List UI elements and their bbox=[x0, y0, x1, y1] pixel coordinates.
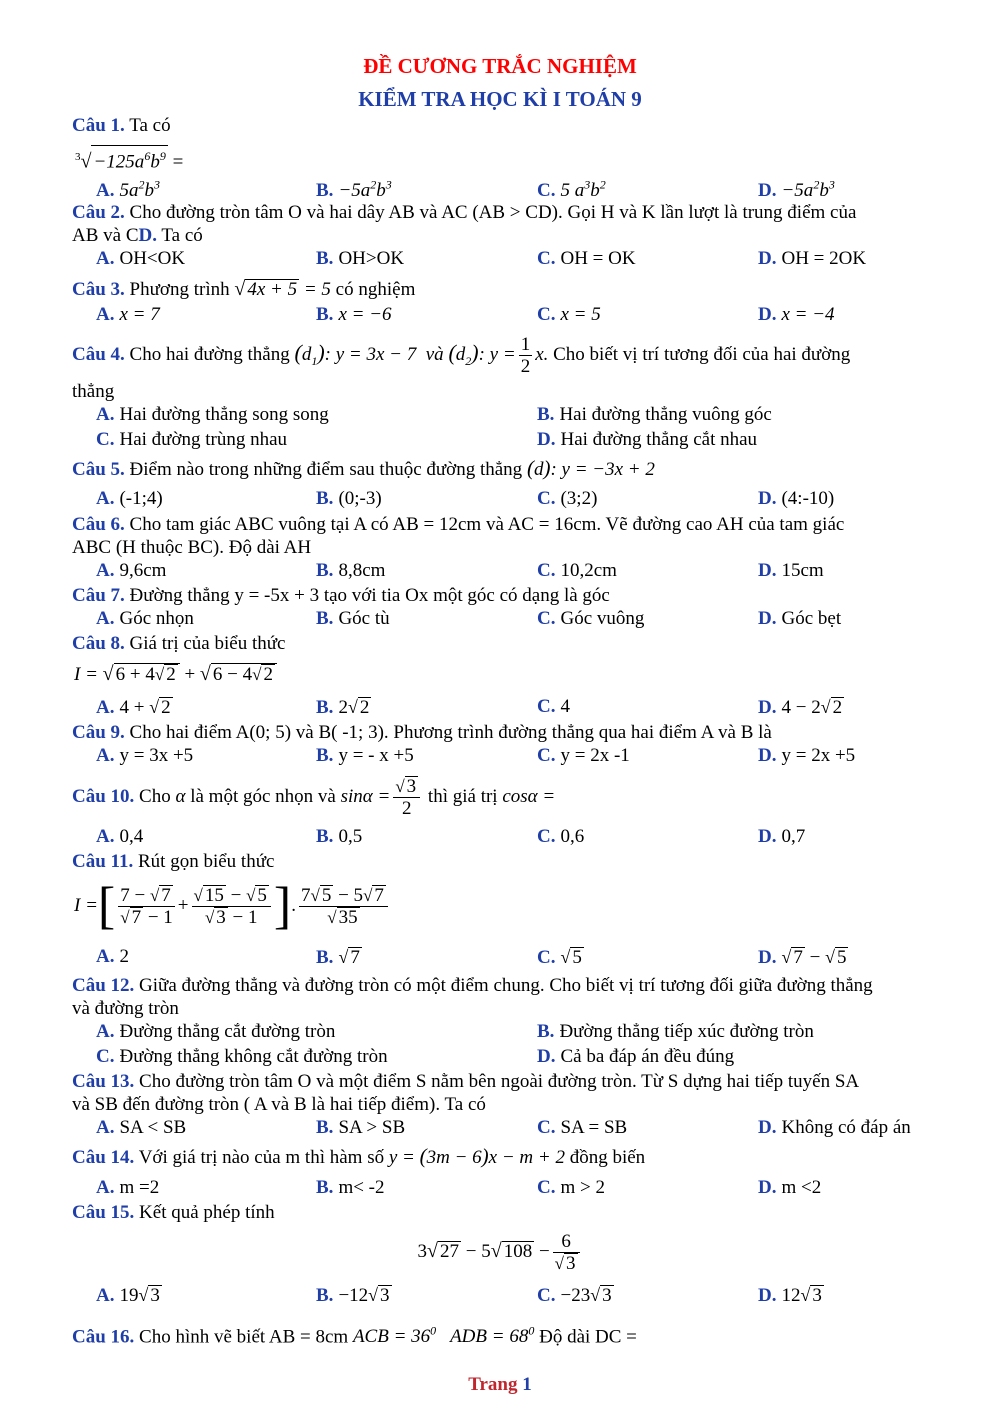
option-b[interactable]: B. √ 7 bbox=[316, 947, 360, 968]
option-b[interactable]: B. 8,8cm bbox=[316, 560, 386, 581]
option-d[interactable]: D. √ 7 − √ 5 bbox=[758, 947, 847, 968]
option-b[interactable]: B. (0;-3) bbox=[316, 488, 382, 509]
question-11: Câu 11. Rút gọn biểu thức bbox=[72, 851, 275, 872]
option-a[interactable]: A. 9,6cm bbox=[96, 560, 167, 581]
option-c[interactable]: C. (3;2) bbox=[537, 488, 598, 509]
question-3: Câu 3. Phương trình √ 4x + 5 = 5 có nghiệm bbox=[72, 278, 416, 300]
question-15: Câu 15. Kết quả phép tính bbox=[72, 1202, 275, 1223]
option-d[interactable]: D. Cả ba đáp án đều đúng bbox=[537, 1046, 735, 1067]
question-15-expression: 3√ 27 − 5√ 108 − $\frac{6}{√ 3}$ bbox=[0, 1222, 1000, 1281]
footer-label: Trang bbox=[468, 1374, 518, 1395]
option-a[interactable]: A. Góc nhọn bbox=[96, 608, 194, 629]
option-b[interactable]: B. OH>OK bbox=[316, 248, 405, 269]
option-d[interactable]: D. Góc bẹt bbox=[758, 608, 842, 629]
page-number: 1 bbox=[522, 1374, 532, 1395]
option-b[interactable]: B. $-5a^2b^3$ bbox=[316, 178, 392, 202]
option-d[interactable]: D. OH = 2OK bbox=[758, 248, 867, 269]
option-a[interactable]: A. 4 + √ 2 bbox=[96, 697, 171, 718]
document-subtitle: KIỂM TRA HỌC KÌ I TOÁN 9 bbox=[358, 87, 642, 111]
question-12: Câu 12. Giữa đường thẳng và đường tròn có một điểm chung. Cho biết vị trí tương đối giữa đường thẳng bbox=[72, 975, 873, 996]
question-11-expression: I =[ $\frac{7 - √ 7}{√ 7 - 1}$ + $\frac{√ 15 - √ 5}{√ 3 - 1}$ ]. $\frac{7√ 5 - 5√ 7}{√ 35}$ bbox=[74, 878, 391, 934]
question-6: Câu 6. Cho tam giác ABC vuông tại A có AB = 12cm và AC = 16cm. Vẽ đường cao AH của tam giác bbox=[72, 514, 845, 535]
option-c[interactable]: C. y = 2x -1 bbox=[537, 745, 630, 766]
option-c[interactable]: C. 0,6 bbox=[537, 826, 585, 847]
option-a[interactable]: A. (-1;4) bbox=[96, 488, 163, 509]
option-a[interactable]: A. m =2 bbox=[96, 1177, 160, 1198]
option-a[interactable]: A. 2 bbox=[96, 946, 129, 967]
question-number: Câu 1. bbox=[72, 115, 125, 136]
option-a[interactable]: A. Đường thẳng cắt đường tròn bbox=[96, 1021, 336, 1042]
option-c[interactable]: C. SA = SB bbox=[537, 1117, 628, 1138]
option-c[interactable]: C. OH = OK bbox=[537, 248, 636, 269]
option-b[interactable]: B. x = −6 bbox=[316, 304, 392, 325]
option-d[interactable]: D. (4:-10) bbox=[758, 488, 835, 509]
question-16: Câu 16. Cho hình vẽ biết AB = 8cm ACB = $36^0$ ADB = $68^0$ Độ dài DC = bbox=[72, 1324, 637, 1348]
option-c[interactable]: C. Góc vuông bbox=[537, 608, 645, 629]
question-14: Câu 14. Với giá trị nào của m thì hàm số y = (3m − 6)x − m + 2 đồng biến bbox=[72, 1144, 646, 1168]
option-c[interactable]: C. 10,2cm bbox=[537, 560, 617, 581]
question-2-cont: AB và CD. Ta có bbox=[72, 225, 203, 246]
option-b[interactable]: B. y = - x +5 bbox=[316, 745, 414, 766]
option-b[interactable]: B. SA > SB bbox=[316, 1117, 406, 1138]
option-b[interactable]: B. −12√ 3 bbox=[316, 1285, 390, 1306]
question-2: Câu 2. Cho đường tròn tâm O và hai dây AB và AC (AB > CD). Gọi H và K lần lượt là trung điểm của bbox=[72, 202, 857, 223]
option-d[interactable]: D. 0,7 bbox=[758, 826, 806, 847]
option-d[interactable]: D. 12√ 3 bbox=[758, 1285, 822, 1306]
option-c[interactable]: C. m > 2 bbox=[537, 1177, 605, 1198]
option-d[interactable]: D. $-5a^2b^3$ bbox=[758, 178, 835, 202]
option-b[interactable]: B. 0,5 bbox=[316, 826, 363, 847]
page-footer bbox=[0, 1374, 1000, 1396]
option-a[interactable]: A. 19√ 3 bbox=[96, 1285, 160, 1306]
option-b[interactable]: B. Hai đường thẳng vuông góc bbox=[537, 404, 772, 425]
option-b[interactable]: B. Đường thẳng tiếp xúc đường tròn bbox=[537, 1021, 814, 1042]
document-title: ĐỀ CƯƠNG TRẮC NGHIỆM bbox=[363, 54, 637, 78]
question-1-expression: $^3√ -125a^6b^9$ = bbox=[75, 145, 183, 173]
option-d[interactable]: D. m <2 bbox=[758, 1177, 822, 1198]
question-13: Câu 13. Cho đường tròn tâm O và một điểm S nằm bên ngoài đường tròn. Từ S dựng hai tiếp tuyến SA bbox=[72, 1071, 860, 1092]
option-c[interactable]: C. 5 $a^3b^2$ bbox=[537, 178, 606, 202]
question-4: Câu 4. Cho hai đường thẳng $(d_1)$: y = 3x − 7 và $(d_2)$: y = $\frac{1}{2}$ x. Cho biết vị trí tương đối của hai đường bbox=[72, 334, 851, 378]
question-7: Câu 7. Đường thẳng y = -5x + 3 tạo với tia Ox một góc có dạng là góc bbox=[72, 585, 610, 606]
option-c[interactable]: C. Đường thẳng không cắt đường tròn bbox=[96, 1046, 388, 1067]
option-a[interactable]: A. 0,4 bbox=[96, 826, 144, 847]
question-8: Câu 8. Giá trị của biểu thức bbox=[72, 633, 286, 654]
option-c[interactable]: C. √ 5 bbox=[537, 947, 582, 968]
option-b[interactable]: B. 2√ 2 bbox=[316, 697, 370, 718]
option-c[interactable]: C. 4 bbox=[537, 696, 570, 717]
option-d[interactable]: D. Không có đáp án bbox=[758, 1117, 911, 1138]
option-b[interactable]: B. Góc tù bbox=[316, 608, 390, 629]
option-a[interactable]: A. x = 7 bbox=[96, 304, 160, 325]
question-4-cont: thẳng bbox=[72, 381, 115, 402]
question-5: Câu 5. Điểm nào trong những điểm sau thuộc đường thẳng (d): y = −3x + 2 bbox=[72, 456, 655, 480]
option-d[interactable]: D. 15cm bbox=[758, 560, 824, 581]
question-13-cont: và SB đến đường tròn ( A và B là hai tiếp điểm). Ta có bbox=[72, 1094, 486, 1115]
option-c[interactable]: C. Hai đường trùng nhau bbox=[96, 429, 288, 450]
option-c[interactable]: C. x = 5 bbox=[537, 304, 601, 325]
question-9: Câu 9. Cho hai điểm A(0; 5) và B( -1; 3). Phương trình đường thẳng qua hai điểm A và B là bbox=[72, 722, 772, 743]
question-6-cont: ABC (H thuộc BC). Độ dài AH bbox=[72, 537, 312, 558]
option-d[interactable]: D. 4 − 2√ 2 bbox=[758, 697, 843, 718]
question-12-cont: và đường tròn bbox=[72, 998, 179, 1019]
question-text: Ta có bbox=[124, 115, 171, 136]
option-a[interactable]: A. Hai đường thẳng song song bbox=[96, 404, 329, 425]
question-10: Câu 10. Cho α là một góc nhọn và sinα = $\frac{√ 3}{2}$ thì giá trị cosα = bbox=[72, 776, 556, 820]
option-c[interactable]: C. −23√ 3 bbox=[537, 1285, 612, 1306]
option-a[interactable]: A. $5a^2b^3$ bbox=[96, 178, 160, 202]
option-d[interactable]: D. Hai đường thẳng cắt nhau bbox=[537, 429, 758, 450]
question-1 bbox=[72, 115, 171, 137]
option-a[interactable]: A. SA < SB bbox=[96, 1117, 187, 1138]
option-a[interactable]: A. OH<OK bbox=[96, 248, 186, 269]
option-d[interactable]: D. x = −4 bbox=[758, 304, 835, 325]
option-d[interactable]: D. y = 2x +5 bbox=[758, 745, 856, 766]
option-a[interactable]: A. y = 3x +5 bbox=[96, 745, 194, 766]
option-b[interactable]: B. m< -2 bbox=[316, 1177, 385, 1198]
question-8-expression: I = √ 6 + 4√ 2 + √ 6 − 4√ 2 bbox=[74, 663, 277, 686]
